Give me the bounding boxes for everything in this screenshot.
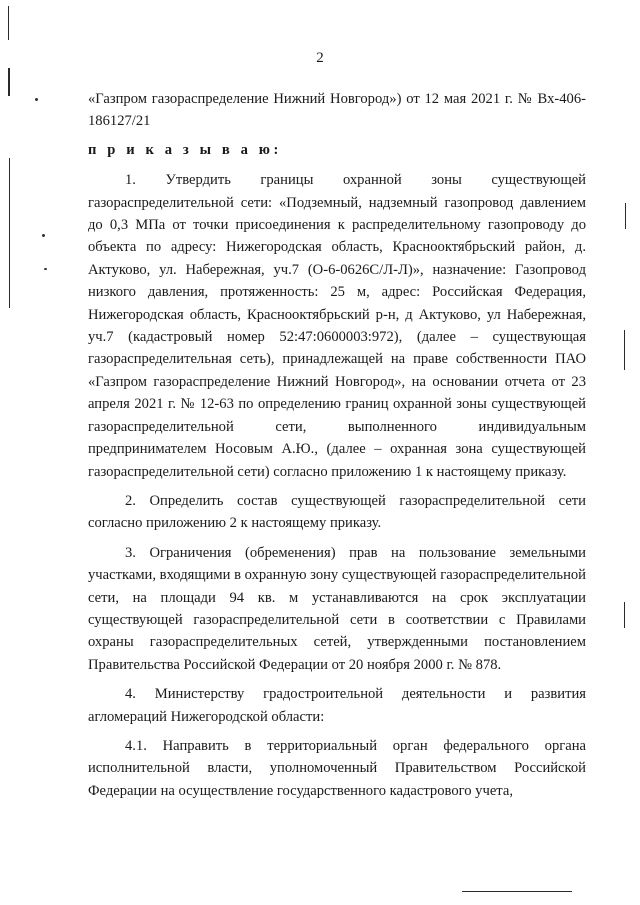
clause-4: 4. Министерству градостроительной деятельности и развития агломераций Нижегородской области:: [88, 686, 586, 725]
scan-dot-1: [35, 98, 38, 101]
scan-dot-3: [44, 268, 47, 270]
order-heading: п р и к а з ы в а ю:: [88, 141, 282, 158]
clause-3: 3. Ограничения (обременения) прав на пользование земельными участками, входящими в охранную зону существующей газораспределительной сети, на площади 94 кв. м устанавливаются на срок эксплуатации существующей газораспределительной сети в соответствии с Правилами охраны газораспределительных сетей, утвержденными постановлением Правительства Российской Федерации от 20 ноября 2000 г. № 878.: [88, 544, 586, 673]
clause-2: 2. Определить состав существующей газораспределительной сети согласно приложению 2 к настоящему приказу.: [88, 492, 586, 532]
page-number: 2: [316, 50, 324, 66]
scan-dot-2: [42, 234, 45, 237]
scan-edge-mark-top: [8, 6, 9, 40]
document-body: [88, 88, 586, 802]
scan-edge-mark-right-3: [624, 602, 625, 628]
clause-4-1: 4.1. Направить в территориальный орган федерального органа исполнительной власти, уполномоченный Правительством Российской Федерации на осуществление государственного кадастрового учета,: [88, 737, 586, 799]
scan-edge-mark-middle: [9, 158, 10, 308]
scan-edge-mark-right-1: [625, 203, 626, 229]
scan-edge-mark-right-2: [624, 330, 625, 370]
clause-1: 1. Утвердить границы охранной зоны существующей газораспределительной сети: «Подземный, надземный газопровод давлением до 0,3 МПа от точки присоединения к распределительному газопроводу до объекта по адресу: Нижегородская область, Краснооктябрьский район, д. Актуково, ул. Набережная, уч.7 (О-6-0626С/Л-Л)», назначение: Газопровод низкого давления, протяженность: 25 м, адрес: Российская Федерация, Нижегородская область, Краснооктябрьский р-н, д Актуково, ул Набережная, уч.7 (кадастровый номер 52:47:0600003:972), (далее – существующая газораспределительная сеть), принадлежащей на праве собственности ПАО «Газпром газораспределение Нижний Новгород», на основании отчета от 23 апреля 2021 г. № 12-63 по определению границ охранной зоны существующей газораспределительной сети, выполненного индивидуальным предпринимателем Носовым А.Ю., (далее – охранная зона существующей газораспределительной сети) согласно приложению 1 к настоящему приказу.: [88, 172, 586, 480]
intro-paragraph: «Газпром газораспределение Нижний Новгород») от 12 мая 2021 г. № Вх-406-186127/21: [88, 91, 586, 130]
scan-edge-mark-upper: [8, 68, 10, 96]
scan-bottom-line: [462, 891, 572, 892]
